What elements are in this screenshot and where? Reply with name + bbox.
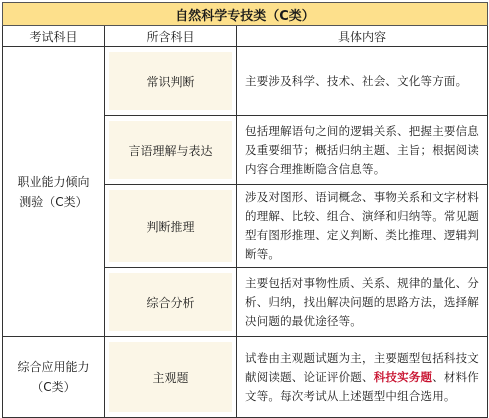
content-highlight: 科技实务题	[373, 369, 433, 384]
table-header-row	[3, 26, 488, 47]
subject-label: 判断推理	[109, 190, 232, 262]
content-cell: 涉及对图形、语词概念、事物关系和文字材料的理解、比较、组合、演绎和归纳等。常见题型有图形推理、定义判断、类比推理、逻辑判断等。	[237, 185, 488, 268]
header-subject: 所含科目	[105, 26, 237, 47]
exam-name-line: （C类）	[31, 380, 76, 394]
content-cell: 主要涉及科学、技术、社会、文化等方面。	[237, 47, 488, 116]
exam-name-line: 测验（C类）	[19, 194, 88, 209]
content-cell	[237, 337, 488, 418]
table-title-row	[3, 3, 488, 26]
table-row	[3, 47, 488, 116]
exam-name-line: 综合应用能力	[17, 360, 90, 374]
header-exam: 考试科目	[3, 26, 105, 47]
table-row	[3, 337, 488, 418]
table-title: 自然科学专技类（C类）	[3, 3, 488, 26]
subject-cell	[105, 337, 237, 418]
subject-label: 综合分析	[109, 273, 232, 331]
content-cell: 主要包括对事物性质、关系、规律的量化、分析、归纳，找出解决问题的思路方法，选择解决问题的最优途径等。	[237, 268, 488, 337]
subject-label: 言语理解与表达	[109, 121, 232, 179]
exam-cell-career-aptitude	[3, 47, 105, 337]
subject-cell	[105, 47, 237, 116]
exam-name-line: 职业能力倾向	[17, 174, 90, 189]
header-content: 具体内容	[237, 26, 488, 47]
content-text: 、材料作文等。每次考试从上述题型中组合选用。	[245, 369, 480, 403]
subject-cell	[105, 116, 237, 185]
subject-cell	[105, 185, 237, 268]
subject-label: 主观题	[109, 342, 232, 412]
subject-cell	[105, 268, 237, 337]
exam-cell-comprehensive-application	[3, 337, 105, 418]
content-cell: 包括理解语句之间的逻辑关系、把握主要信息及重要细节；概括归纳主题、主旨；根据阅读内容合理推断隐含信息等。	[237, 116, 488, 185]
subject-label: 常识判断	[109, 52, 232, 110]
content-text: 试卷由主观题试题为主，主要题型包括科技文献阅读题、论证评价题、	[245, 350, 479, 384]
exam-subjects-table	[2, 2, 488, 418]
